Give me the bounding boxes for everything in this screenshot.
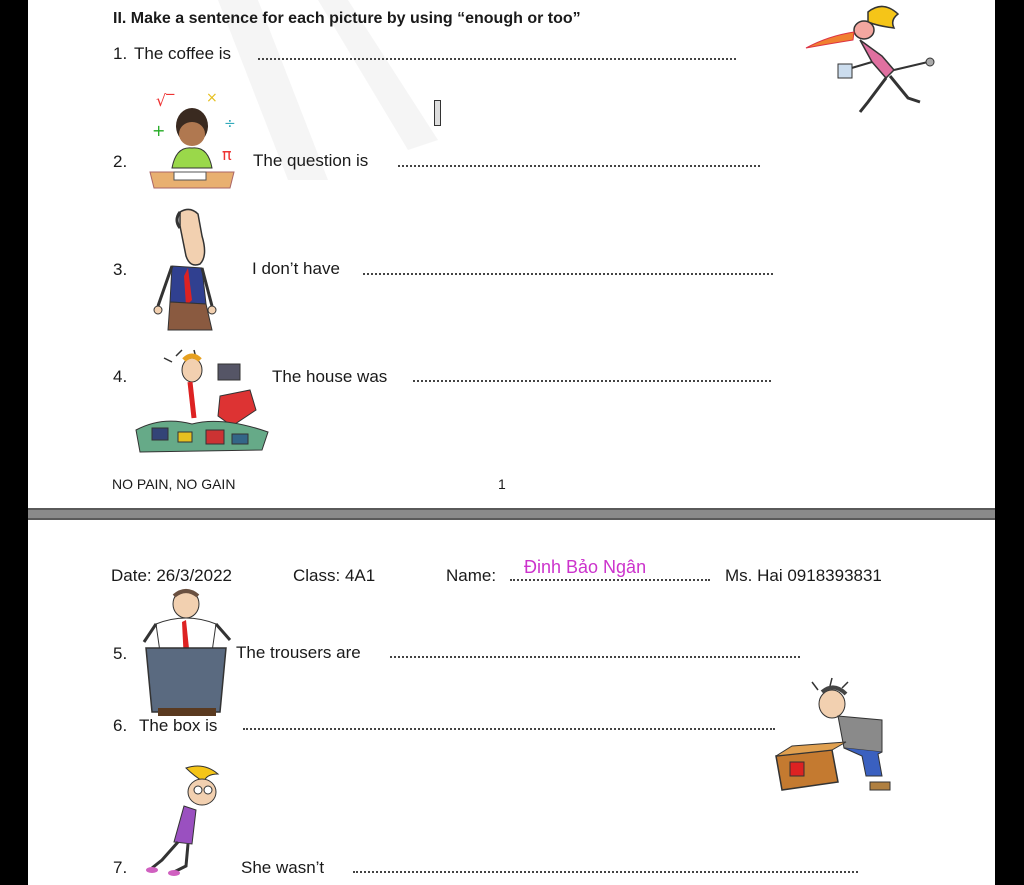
worksheet-page-1 (28, 0, 995, 508)
class-field: Class: 4A1 (293, 566, 376, 585)
worried-man-picture (150, 206, 220, 336)
item-1-number: 1. (113, 44, 128, 63)
worksheet-page-2 (28, 520, 995, 885)
page-number: 1 (498, 476, 506, 492)
item-7-answer-line[interactable] (353, 871, 858, 873)
name-label: Name: (446, 566, 497, 585)
svg-text:÷: ÷ (224, 116, 236, 132)
item-5-number: 5. (113, 644, 128, 663)
item-6-text: The box is (139, 716, 218, 735)
item-1-answer-line[interactable] (258, 58, 736, 60)
item-2-number: 2. (113, 152, 128, 171)
teacher-contact: Ms. Hai 0918393831 (725, 566, 882, 585)
confused-student-picture (146, 88, 246, 192)
heavy-box-man-picture (772, 676, 922, 806)
item-5-text: The trousers are (236, 643, 361, 662)
handwritten-name: Đinh Bảo Ngân (524, 557, 647, 577)
item-5-answer-line[interactable] (390, 656, 800, 658)
exercise-heading: II. Make a sentence for each picture by using “enough or too” (113, 10, 581, 27)
svg-text:√‾: √‾ (156, 91, 175, 110)
item-2-answer-line[interactable] (398, 165, 760, 167)
item-6-answer-line[interactable] (243, 728, 775, 730)
item-3-number: 3. (113, 260, 128, 279)
item-6-number: 6. (113, 716, 128, 735)
item-3-text: I don’t have (252, 259, 340, 278)
svg-text:π: π (222, 145, 232, 164)
item-3-answer-line[interactable] (363, 273, 773, 275)
footer-motto: NO PAIN, NO GAIN (112, 476, 236, 492)
messy-house-picture (132, 346, 272, 458)
svg-text:×: × (206, 90, 218, 106)
name-answer-line[interactable] (510, 579, 710, 581)
svg-text:+: + (152, 121, 166, 140)
item-7-number: 7. (113, 858, 128, 877)
item-4-text: The house was (272, 367, 388, 386)
text-cursor-icon (434, 100, 441, 126)
date-field: Date: 26/3/2022 (111, 566, 232, 585)
hot-coffee-woman-picture (798, 2, 938, 120)
item-2-text: The question is (253, 151, 369, 170)
page-separator (28, 508, 995, 520)
item-4-number: 4. (113, 367, 128, 386)
item-1-text: The coffee is (134, 44, 232, 63)
item-4-answer-line[interactable] (413, 380, 771, 382)
tired-girl-picture (144, 764, 240, 878)
item-7-text: She wasn’t (241, 858, 325, 877)
big-trousers-man-picture (142, 588, 234, 718)
